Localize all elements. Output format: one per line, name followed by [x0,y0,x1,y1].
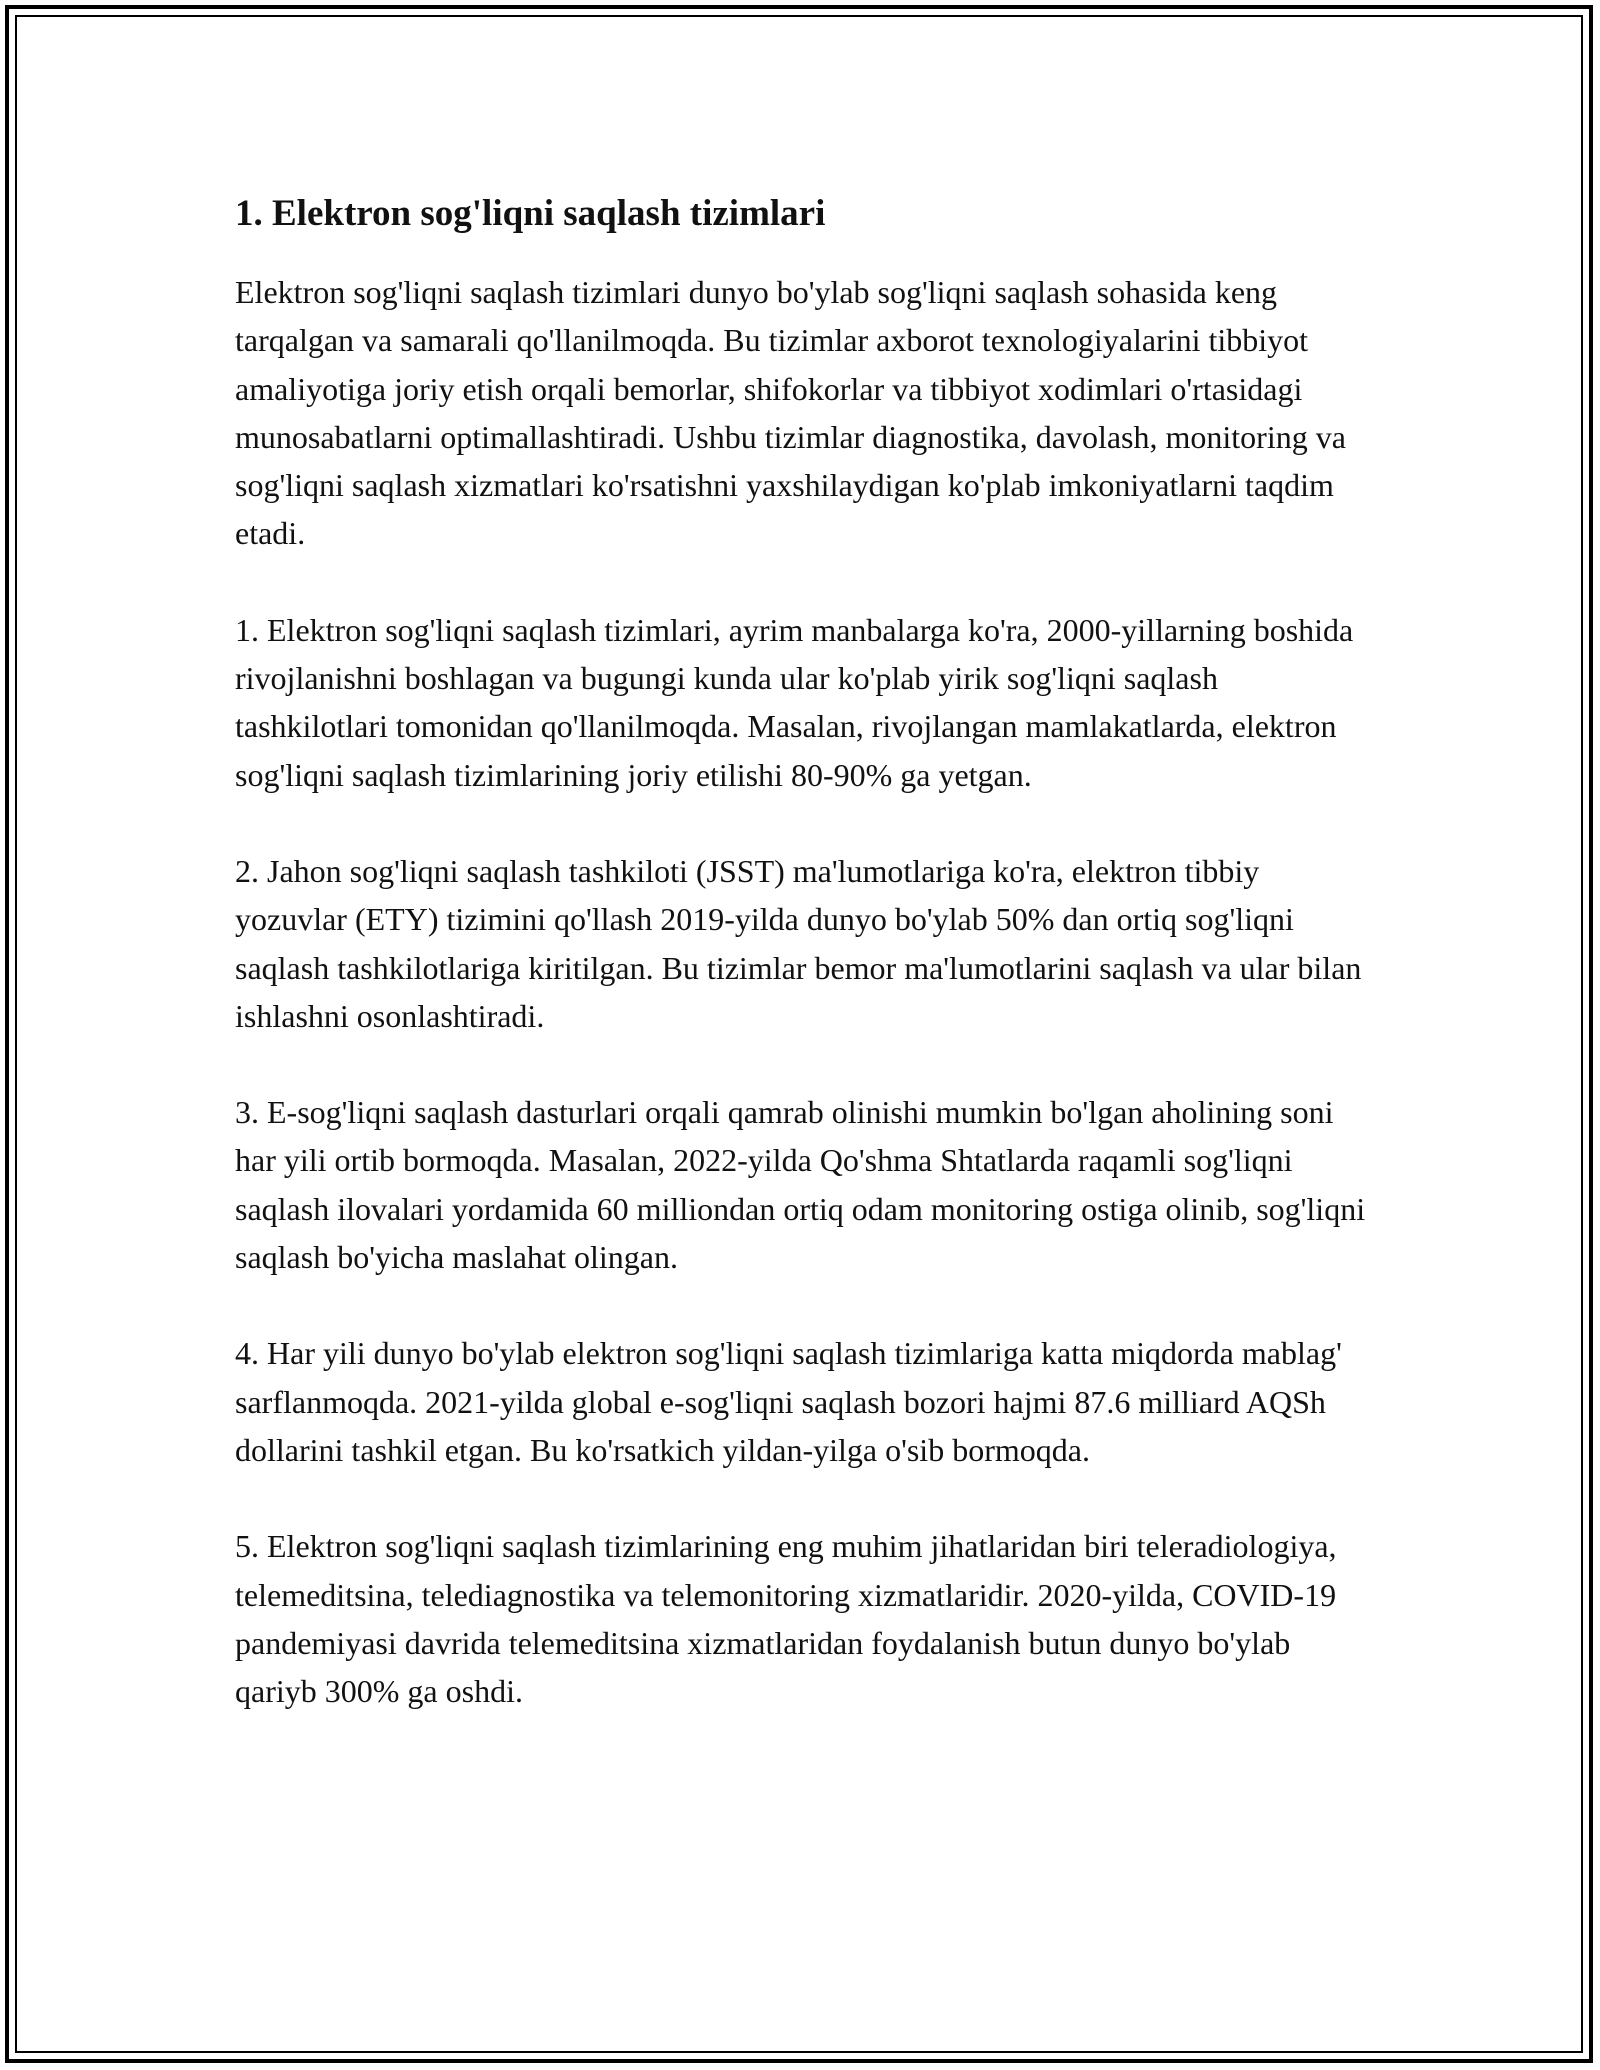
paragraph-point-2: 2. Jahon sog'liqni saqlash tashkiloti (JSST) ma'lumotlariga ko'ra, elektron tibbiy yozuvlar (ETY) tizimini qo'llash 2019-yilda dunyo bo'ylab 50% dan ortiq sog'liqni saqlash tashkilotlariga kiritilgan. Bu tizimlar bemor ma'lumotlarini saqlash va ular bilan ishlashni osonlashtiradi. [235,852,1362,1034]
section-heading: 1. Elektron sog'liqni saqlash tizimlari [235,193,826,234]
document-body [235,180,1375,1763]
paragraph-point-1: 1. Elektron sog'liqni saqlash tizimlari, ayrim manbalarga ko'ra, 2000-yillarning boshida rivojlanishni boshlagan va bugungi kunda ular ko'plab yirik sog'liqni saqlash tashkilotlari tomonidan qo'llanilmoqda. Masalan, rivojlangan mamlakatlarda, elektron sog'liqni saqlash tizimlarining joriy etilishi 80-90% ga yetgan. [235,611,1354,793]
paragraph-point-3: 3. E-sog'liqni saqlash dasturlari orqali qamrab olinishi mumkin bo'lgan aholining soni har yili ortib bormoqda. Masalan, 2022-yilda Qo'shma Shtatlarda raqamli sog'liqni saqlash ilovalari yordamida 60 milliondan ortiq odam monitoring ostiga olinib, sog'liqni saqlash bo'yicha maslahat olingan. [235,1094,1366,1276]
intro-paragraph: Elektron sog'liqni saqlash tizimlari dunyo bo'ylab sog'liqni saqlash sohasida keng tarqalgan va samarali qo'llanilmoqda. Bu tizimlar axborot texnologiyalarini tibbiyot amaliyotiga joriy etish orqali bemorlar, shifokorlar va tibbiyot xodimlari o'rtasidagi munosabatlarni optimallashtiradi. Ushbu tizimlar diagnostika, davolash, monitoring va sog'liqni saqlash xizmatlari ko'rsatishni yaxshilaydigan ko'plab imkoniyatlarni taqdim etadi. [235,274,1346,552]
paragraph-point-4: 4. Har yili dunyo bo'ylab elektron sog'liqni saqlash tizimlariga katta miqdorda mablag' sarflanmoqda. 2021-yilda global e-sog'liqni saqlash bozori hajmi 87.6 milliard AQSh dollarini tashkil etgan. Bu ko'rsatkich yildan-yilga o'sib bormoqda. [235,1335,1342,1468]
paragraph-point-5: 5. Elektron sog'liqni saqlash tizimlarining eng muhim jihatlaridan biri teleradiologiya, telemeditsina, telediagnostika va telemonitoring xizmatlaridir. 2020-yilda, COVID-19 pandemiyasi davrida telemeditsina xizmatlaridan foydalanish butun dunyo bo'ylab qariyb 300% ga oshdi. [235,1528,1337,1710]
